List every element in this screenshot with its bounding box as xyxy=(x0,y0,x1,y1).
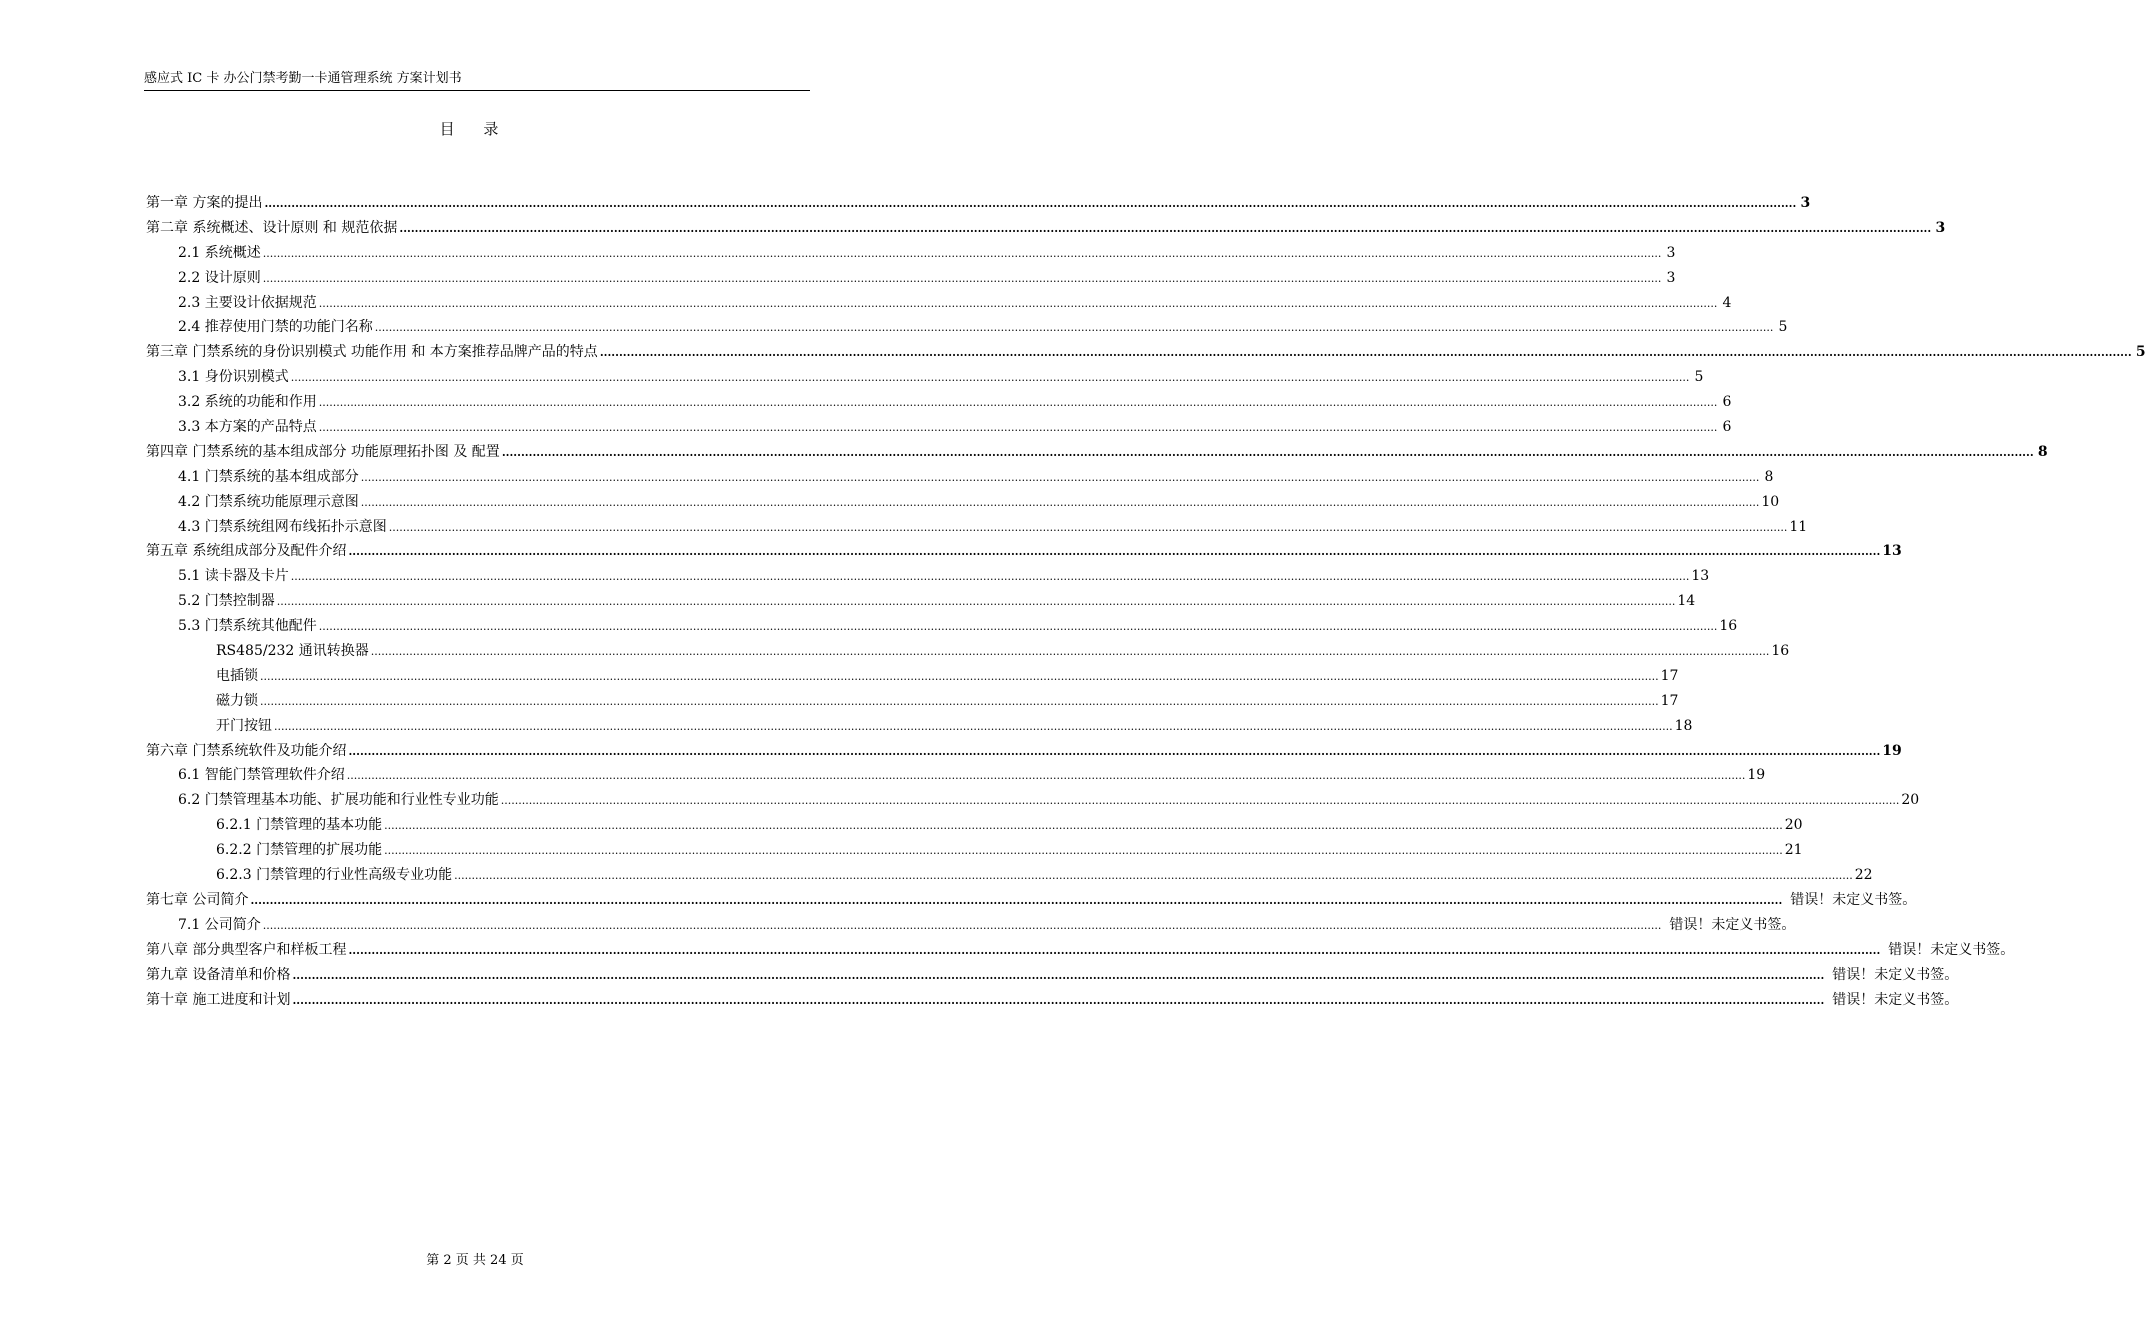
toc-entry-page: 错误！未定义书签。 xyxy=(1669,916,1796,933)
toc-entry-title: 3.1 身份识别模式 xyxy=(178,369,289,386)
toc-entry-title: 2.2 设计原则 xyxy=(178,269,261,286)
toc-leader-dots: ................................................................................................................................................................................................................................................................................................................................................................................................................ xyxy=(599,346,2132,360)
toc-entry-page: 20 xyxy=(1901,792,1920,809)
toc-entry-page: 错误！未定义书签。 xyxy=(1832,991,1959,1008)
toc-entry-title: 2.1 系统概述 xyxy=(178,244,261,261)
toc-entry-title: 第六章 门禁系统软件及功能介绍 xyxy=(146,742,347,759)
toc-entry-page: 13 xyxy=(1691,568,1710,585)
toc-entry[interactable] xyxy=(146,664,1679,689)
toc-leader-dots: ................................................................................................................................................................................................................................................................................................................................................................................................................ xyxy=(274,719,1673,733)
toc-entry[interactable] xyxy=(146,639,1790,664)
toc-entry[interactable] xyxy=(146,888,1917,913)
toc-entry-title: 第三章 门禁系统的身份识别模式 功能作用 和 本方案推荐品牌产品的特点 xyxy=(146,344,598,361)
toc-entry-page: 13 xyxy=(1882,543,1902,560)
toc-entry-page: 19 xyxy=(1882,742,1902,759)
toc-entry-page: 5 xyxy=(2135,344,2146,361)
toc-leader-dots: ................................................................................................................................................................................................................................................................................................................................................................................................................ xyxy=(348,943,1881,957)
toc-entry[interactable] xyxy=(146,515,1808,540)
toc-leader-dots: ................................................................................................................................................................................................................................................................................................................................................................................................................ xyxy=(454,869,1853,883)
toc-entry-title: 第二章 系统概述、设计原则 和 规范依据 xyxy=(146,219,398,236)
toc-entry-title: 第四章 门禁系统的基本组成部分 功能原理拓扑图 及 配置 xyxy=(146,443,500,460)
toc-entry-page: 16 xyxy=(1771,643,1790,660)
toc-entry-title: 2.3 主要设计依据规范 xyxy=(178,294,317,311)
toc-leader-dots: ................................................................................................................................................................................................................................................................................................................................................................................................................ xyxy=(290,371,1690,385)
toc-entry[interactable] xyxy=(146,589,1696,614)
toc-leader-dots: ................................................................................................................................................................................................................................................................................................................................................................................................................ xyxy=(260,694,1659,708)
table-of-contents xyxy=(146,191,2146,1012)
toc-entry-title: RS485/232 通讯转换器 xyxy=(216,643,369,660)
toc-entry-page: 3 xyxy=(1800,195,1811,211)
toc-entry[interactable] xyxy=(146,315,1788,340)
toc-leader-dots: ................................................................................................................................................................................................................................................................................................................................................................................................................ xyxy=(250,893,1783,907)
toc-entry-page: 14 xyxy=(1677,593,1696,610)
toc-entry-title: 3.3 本方案的产品特点 xyxy=(178,419,317,436)
toc-entry[interactable] xyxy=(146,440,2048,465)
toc-leader-dots: ................................................................................................................................................................................................................................................................................................................................................................................................................ xyxy=(262,246,1662,260)
toc-entry[interactable] xyxy=(146,390,1732,415)
toc-entry[interactable] xyxy=(146,963,1959,988)
toc-leader-dots: ................................................................................................................................................................................................................................................................................................................................................................................................................ xyxy=(501,445,2034,459)
toc-entry[interactable] xyxy=(146,191,1811,216)
running-header: 感应式 IC 卡 办公门禁考勤一卡通管理系统 方案计划书 xyxy=(144,70,810,91)
toc-leader-dots: ................................................................................................................................................................................................................................................................................................................................................................................................................ xyxy=(388,520,1788,534)
toc-entry-title: 6.2.1 门禁管理的基本功能 xyxy=(216,817,383,834)
toc-entry[interactable] xyxy=(146,813,1803,838)
toc-entry-page: 8 xyxy=(2037,443,2048,460)
toc-entry-title: 7.1 公司简介 xyxy=(178,916,261,933)
toc-leader-dots: ................................................................................................................................................................................................................................................................................................................................................................................................................ xyxy=(360,470,1760,484)
page-footer: 第 2 页 共 24 页 xyxy=(426,1253,524,1268)
toc-entry[interactable] xyxy=(146,863,1873,888)
toc-entry-page: 3 xyxy=(1935,219,1946,236)
toc-entry-title: 磁力锁 xyxy=(216,692,258,709)
toc-entry-page: 5 xyxy=(1694,369,1704,386)
toc-leader-dots: ................................................................................................................................................................................................................................................................................................................................................................................................................ xyxy=(292,993,1825,1007)
toc-entry[interactable] xyxy=(146,913,1796,938)
toc-entry-page: 21 xyxy=(1784,842,1803,859)
toc-entry[interactable] xyxy=(146,788,1920,813)
toc-entry-title: 开门按钮 xyxy=(216,717,272,734)
toc-entry-page: 6 xyxy=(1722,394,1732,411)
toc-entry-page: 17 xyxy=(1660,667,1679,684)
toc-entry-title: 第九章 设备清单和价格 xyxy=(146,966,291,983)
toc-leader-dots: ................................................................................................................................................................................................................................................................................................................................................................................................................ xyxy=(360,495,1760,509)
toc-entry[interactable] xyxy=(146,365,1704,390)
toc-entry-title: 第一章 方案的提出 xyxy=(146,195,263,211)
toc-entry-title: 6.2 门禁管理基本功能、扩展功能和行业性专业功能 xyxy=(178,792,499,809)
toc-leader-dots: ................................................................................................................................................................................................................................................................................................................................................................................................................ xyxy=(262,271,1662,285)
toc-entry-title: 2.4 推荐使用门禁的功能门名称 xyxy=(178,319,373,336)
toc-entry-page: 5 xyxy=(1778,319,1788,336)
toc-entry-title: 6.2.2 门禁管理的扩展功能 xyxy=(216,842,383,859)
toc-entry-page: 20 xyxy=(1784,817,1803,834)
toc-entry-page: 17 xyxy=(1660,692,1679,709)
toc-entry-page: 4 xyxy=(1722,294,1732,311)
toc-entry-title: 4.1 门禁系统的基本组成部分 xyxy=(178,468,359,485)
toc-entry-title: 5.3 门禁系统其他配件 xyxy=(178,618,317,635)
toc-leader-dots: ................................................................................................................................................................................................................................................................................................................................................................................................................ xyxy=(260,669,1659,683)
toc-leader-dots: ................................................................................................................................................................................................................................................................................................................................................................................................................ xyxy=(384,844,1783,858)
toc-entry-page: 3 xyxy=(1666,244,1676,261)
toc-entry[interactable] xyxy=(146,216,1946,241)
toc-entry[interactable] xyxy=(146,564,1710,589)
toc-entry-title: 5.2 门禁控制器 xyxy=(178,593,275,610)
toc-entry-title: 4.3 门禁系统组网布线拓扑示意图 xyxy=(178,518,387,535)
toc-leader-dots: ................................................................................................................................................................................................................................................................................................................................................................................................................ xyxy=(348,545,1881,559)
toc-entry-page: 18 xyxy=(1674,717,1693,734)
toc-entry[interactable] xyxy=(146,614,1738,639)
toc-entry-page: 8 xyxy=(1764,468,1774,485)
toc-entry[interactable] xyxy=(146,739,1902,764)
toc-leader-dots: ................................................................................................................................................................................................................................................................................................................................................................................................................ xyxy=(370,645,1770,659)
toc-entry-title: 第十章 施工进度和计划 xyxy=(146,991,291,1008)
toc-entry-title: 5.1 读卡器及卡片 xyxy=(178,568,289,585)
toc-leader-dots: ................................................................................................................................................................................................................................................................................................................................................................................................................ xyxy=(374,321,1774,335)
toc-leader-dots: ................................................................................................................................................................................................................................................................................................................................................................................................................ xyxy=(290,570,1690,584)
toc-leader-dots: ................................................................................................................................................................................................................................................................................................................................................................................................................ xyxy=(348,744,1881,758)
toc-leader-dots: ................................................................................................................................................................................................................................................................................................................................................................................................................ xyxy=(264,197,1797,210)
toc-leader-dots: ................................................................................................................................................................................................................................................................................................................................................................................................................ xyxy=(318,396,1718,410)
toc-leader-dots: ................................................................................................................................................................................................................................................................................................................................................................................................................ xyxy=(500,794,1900,808)
toc-entry[interactable] xyxy=(146,340,2146,365)
toc-leader-dots: ................................................................................................................................................................................................................................................................................................................................................................................................................ xyxy=(318,620,1718,634)
toc-leader-dots: ................................................................................................................................................................................................................................................................................................................................................................................................................ xyxy=(384,819,1783,833)
toc-leader-dots: ................................................................................................................................................................................................................................................................................................................................................................................................................ xyxy=(292,968,1825,982)
toc-title: 目 录 xyxy=(439,120,511,138)
toc-entry[interactable] xyxy=(146,415,1732,440)
toc-entry-page: 错误！未定义书签。 xyxy=(1832,966,1959,983)
toc-leader-dots: ................................................................................................................................................................................................................................................................................................................................................................................................................ xyxy=(318,421,1718,435)
toc-entry[interactable] xyxy=(146,490,1780,515)
toc-leader-dots: ................................................................................................................................................................................................................................................................................................................................................................................................................ xyxy=(318,296,1718,310)
toc-entry[interactable] xyxy=(146,838,1803,863)
toc-entry-title: 第七章 公司简介 xyxy=(146,891,249,908)
toc-entry[interactable] xyxy=(146,539,1902,564)
toc-entry-title: 第五章 系统组成部分及配件介绍 xyxy=(146,543,347,560)
toc-leader-dots: ................................................................................................................................................................................................................................................................................................................................................................................................................ xyxy=(346,769,1746,783)
toc-entry-page: 22 xyxy=(1854,867,1873,884)
toc-entry-title: 第八章 部分典型客户和样板工程 xyxy=(146,941,347,958)
toc-entry[interactable] xyxy=(146,465,1774,490)
toc-entry-page: 错误！未定义书签。 xyxy=(1790,891,1917,908)
toc-entry-page: 错误！未定义书签。 xyxy=(1888,941,2015,958)
toc-entry-page: 3 xyxy=(1666,269,1676,286)
toc-entry[interactable] xyxy=(146,291,1732,316)
toc-entry-page: 11 xyxy=(1789,518,1808,535)
toc-leader-dots: ................................................................................................................................................................................................................................................................................................................................................................................................................ xyxy=(399,221,1932,235)
toc-entry[interactable] xyxy=(146,988,1959,1013)
toc-leader-dots: ................................................................................................................................................................................................................................................................................................................................................................................................................ xyxy=(276,595,1676,609)
toc-leader-dots: ................................................................................................................................................................................................................................................................................................................................................................................................................ xyxy=(262,918,1662,932)
toc-entry-title: 6.1 智能门禁管理软件介绍 xyxy=(178,767,345,784)
toc-entry[interactable] xyxy=(146,763,1766,788)
toc-entry-title: 3.2 系统的功能和作用 xyxy=(178,394,317,411)
toc-entry-page: 10 xyxy=(1761,493,1780,510)
toc-entry[interactable] xyxy=(146,714,1693,739)
toc-entry[interactable] xyxy=(146,689,1679,714)
toc-entry-page: 19 xyxy=(1747,767,1766,784)
toc-entry[interactable] xyxy=(146,241,1676,266)
toc-entry[interactable] xyxy=(146,266,1676,291)
toc-entry-title: 电插锁 xyxy=(216,667,258,684)
toc-entry[interactable] xyxy=(146,938,2015,963)
toc-entry-page: 6 xyxy=(1722,419,1732,436)
toc-entry-page: 16 xyxy=(1719,618,1738,635)
toc-entry-title: 4.2 门禁系统功能原理示意图 xyxy=(178,493,359,510)
toc-entry-title: 6.2.3 门禁管理的行业性高级专业功能 xyxy=(216,867,453,884)
